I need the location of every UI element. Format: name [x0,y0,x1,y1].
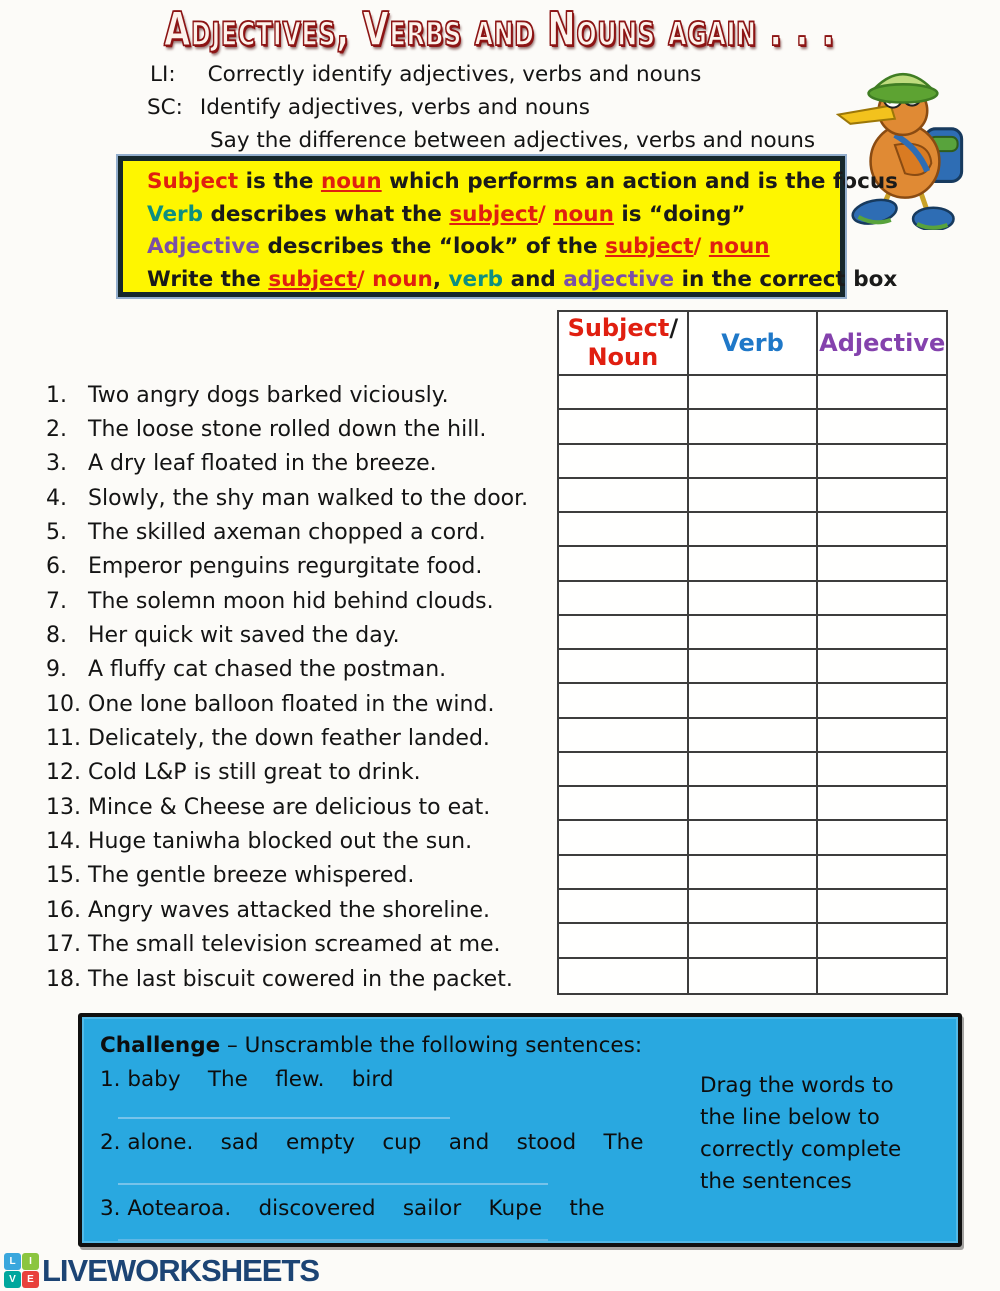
text-segment: subject [268,266,357,292]
text-segment: which performs an action and is the focus [381,169,898,194]
answer-line-2[interactable] [118,1183,548,1185]
answer-cell[interactable] [559,650,689,682]
text-segment: Adjective [147,234,260,259]
answer-cell[interactable] [559,856,689,888]
sentence-item [46,756,551,790]
answer-cell[interactable] [559,616,689,648]
table-row [559,959,946,993]
brand-name: LIVEWORKSHEETS [42,1252,320,1288]
sentence-text: A fluffy cat chased the postman. [88,657,447,683]
text-segment: / [693,234,709,259]
answer-cell[interactable] [689,856,819,888]
answer-cell[interactable] [689,753,819,785]
sentence-number: 12. [46,760,81,786]
challenge-box [78,1013,962,1247]
objective-li [150,62,701,87]
sentence-item [46,653,551,687]
answer-table [557,310,948,995]
sentence-item [46,584,551,618]
sentence-text: Huge taniwha blocked out the sun. [88,829,473,855]
sentence-text: The solemn moon hid behind clouds. [88,588,494,614]
sentence-item [46,481,551,515]
sentence-item [46,687,551,721]
objective-say [210,128,815,153]
sentence-item [46,378,551,412]
sentence-text: A dry leaf floated in the breeze. [88,451,437,477]
logo-letter-square: V [4,1271,21,1288]
scrambled-sentence-1[interactable]: 1. baby The flew. bird [100,1067,394,1092]
text-segment: Subject [567,314,670,342]
answer-cell[interactable] [559,410,689,442]
definition-instruction [147,264,898,297]
sentence-text: Slowly, the shy man walked to the door. [88,485,529,511]
answer-cell[interactable] [818,959,946,993]
sentence-text: Two angry dogs barked viciously. [88,382,449,408]
footer-brand [4,1252,319,1289]
sentence-item [46,824,551,858]
answer-cell[interactable] [689,410,819,442]
text-segment: is “doing” [613,201,746,227]
text-segment: subject [449,201,538,227]
say-text: Say the difference between adjectives, verbs and nouns [210,128,816,153]
answer-cell[interactable] [689,513,819,545]
logo-letter-square: E [22,1271,39,1288]
table-row [559,684,946,718]
sentence-number: 13. [46,794,81,820]
answer-cell[interactable] [689,445,819,477]
table-row [559,753,946,787]
sentence-item [46,447,551,481]
answer-cell[interactable] [818,376,946,408]
table-row [559,924,946,958]
answer-cell[interactable] [818,445,946,477]
table-row [559,856,946,890]
sentence-number: 10. [46,691,81,717]
text-segment: describes what the [203,201,450,227]
sentence-number: 1. [46,382,67,408]
table-row [559,890,946,924]
answer-cell[interactable] [559,787,689,819]
table-row [559,582,946,616]
table-row [559,445,946,479]
sentence-number: 9. [46,657,67,683]
sentence-text: The small television screamed at me. [88,932,501,958]
definition-verb [147,199,824,232]
answer-cell[interactable] [818,582,946,614]
definition-adjective [147,231,824,264]
table-row [559,547,946,581]
sentence-list [46,378,551,996]
sentence-number: 14. [46,829,81,855]
answer-cell[interactable] [689,479,819,511]
answer-cell[interactable] [818,684,946,716]
answer-cell[interactable] [689,787,819,819]
logo-letter-square: L [4,1253,21,1270]
text-segment: verb [448,266,504,292]
sentence-item [46,790,551,824]
header-noun-line: Noun [587,343,659,371]
answer-cell[interactable] [689,719,819,751]
scrambled-sentence-2[interactable]: 2. alone. sad empty cup and stood The [100,1130,644,1155]
sentence-item [46,618,551,652]
table-row [559,787,946,821]
sentence-number: 2. [46,417,67,443]
sentence-item [46,859,551,893]
objective-sc [147,95,590,120]
answer-cell[interactable] [559,719,689,751]
sc-label: SC: [147,95,183,120]
challenge-heading [100,1033,642,1058]
answer-cell[interactable] [559,445,689,477]
text-segment: subject [605,234,694,259]
text-segment: describes the “look” of the [259,234,606,259]
sentence-item [46,721,551,755]
answer-table-body [559,376,946,993]
answer-cell[interactable] [559,959,689,993]
answer-cell[interactable] [818,547,946,579]
answer-cell[interactable] [818,479,946,511]
table-row [559,410,946,444]
drag-instructions: Drag the words to the line below to correctly complete the sentences [700,1073,902,1194]
answer-cell[interactable] [559,547,689,579]
answer-cell[interactable] [559,684,689,716]
text-segment: Challenge [100,1033,221,1058]
sentence-text: The loose stone rolled down the hill. [88,417,487,443]
page-title-text: Adjectives, Verbs and Nouns again . . . [164,2,836,56]
table-row [559,650,946,684]
sentence-item [46,412,551,446]
answer-cell[interactable] [559,821,689,853]
table-row [559,821,946,855]
liveworksheets-logo-icon [4,1253,39,1288]
answer-cell[interactable] [818,924,946,956]
sentence-text: Angry waves attacked the shoreline. [88,897,491,923]
sentence-number: 15. [46,863,81,889]
text-segment: – Unscramble the following sentences: [220,1033,643,1058]
answer-cell[interactable] [559,753,689,785]
answer-cell[interactable] [818,719,946,751]
text-segment: Write the [147,266,269,292]
sentence-text: The skilled axeman chopped a cord. [88,520,486,546]
answer-line-1[interactable] [118,1117,450,1119]
answer-cell[interactable] [559,376,689,408]
scrambled-sentence-3[interactable]: 3. Aotearoa. discovered sailor Kupe the [100,1196,605,1221]
sentence-text: The last biscuit cowered in the packet. [88,966,513,992]
sentence-number: 4. [46,485,67,511]
answer-cell[interactable] [818,650,946,682]
text-segment: / [356,266,373,292]
table-header-row [559,312,946,376]
sentence-number: 18. [46,966,81,992]
answer-cell[interactable] [689,547,819,579]
answer-cell[interactable] [818,753,946,785]
sentence-text: The gentle breeze whispered. [88,863,415,889]
sentence-text: Her quick wit saved the day. [88,623,400,649]
header-subject-line [568,314,679,343]
text-segment: / [537,201,554,227]
sentence-item [46,962,551,996]
text-segment: in the correct box [674,266,898,292]
kiwi-bird-illustration [836,58,978,230]
answer-cell[interactable] [818,616,946,648]
sentence-item [46,928,551,962]
header-adjective: Adjective [819,328,946,357]
table-row [559,479,946,513]
li-text: Correctly identify adjectives, verbs and nouns [207,62,702,87]
sentence-number: 17. [46,932,81,958]
answer-cell[interactable] [559,479,689,511]
sentence-number: 5. [46,520,67,546]
text-segment: adjective [563,266,675,292]
text-segment: / [669,314,679,342]
answer-cell[interactable] [689,616,819,648]
table-row [559,376,946,410]
sentence-number: 7. [46,588,67,614]
sc-text: Identify adjectives, verbs and nouns [199,95,590,120]
answer-cell[interactable] [689,890,819,922]
kiwi-mascot-image [836,58,978,230]
sentence-text: Mince & Cheese are delicious to eat. [88,794,491,820]
text-segment: noun [372,266,433,292]
answer-cell[interactable] [689,924,819,956]
header-verb: Verb [689,312,819,374]
answer-cell[interactable] [689,376,819,408]
sentence-number: 6. [46,554,67,580]
table-row [559,616,946,650]
sentence-text: Cold L&P is still great to drink. [88,760,421,786]
answer-cell[interactable] [818,856,946,888]
text-segment: noun [708,234,770,259]
answer-cell[interactable] [818,787,946,819]
text-segment: noun [553,201,614,227]
text-segment: Verb [147,201,204,227]
text-segment: is the [238,169,321,194]
sentence-number: 8. [46,623,67,649]
answer-cell[interactable] [689,684,819,716]
answer-cell[interactable] [818,410,946,442]
logo-letter-square: I [22,1253,39,1270]
definitions-box [118,156,898,297]
answer-cell[interactable] [818,821,946,853]
definition-subject [147,166,898,199]
sentence-text: One lone balloon floated in the wind. [88,691,495,717]
answer-cell[interactable] [689,821,819,853]
text-segment: noun [320,169,382,194]
answer-cell[interactable] [559,582,689,614]
page-title [0,2,1000,56]
sentence-text: Delicately, the down feather landed. [88,726,490,752]
text-segment: , [432,266,449,292]
text-segment: and [503,266,564,292]
answer-cell[interactable] [818,890,946,922]
header-subject-noun [559,312,689,374]
answer-cell[interactable] [818,513,946,545]
sentence-text: Emperor penguins regurgitate food. [88,554,483,580]
answer-cell[interactable] [689,582,819,614]
sentence-number: 3. [46,451,67,477]
sentence-item [46,893,551,927]
table-row [559,513,946,547]
sentence-number: 16. [46,897,81,923]
table-row [559,719,946,753]
answer-cell[interactable] [559,924,689,956]
text-segment: Subject [147,169,239,194]
li-label: LI: [150,62,176,87]
answer-cell[interactable] [559,890,689,922]
sentence-item [46,515,551,549]
answer-line-3[interactable] [118,1239,548,1241]
answer-cell[interactable] [689,650,819,682]
answer-cell[interactable] [689,959,819,993]
sentence-number: 11. [46,726,81,752]
answer-cell[interactable] [559,513,689,545]
sentence-item [46,550,551,584]
